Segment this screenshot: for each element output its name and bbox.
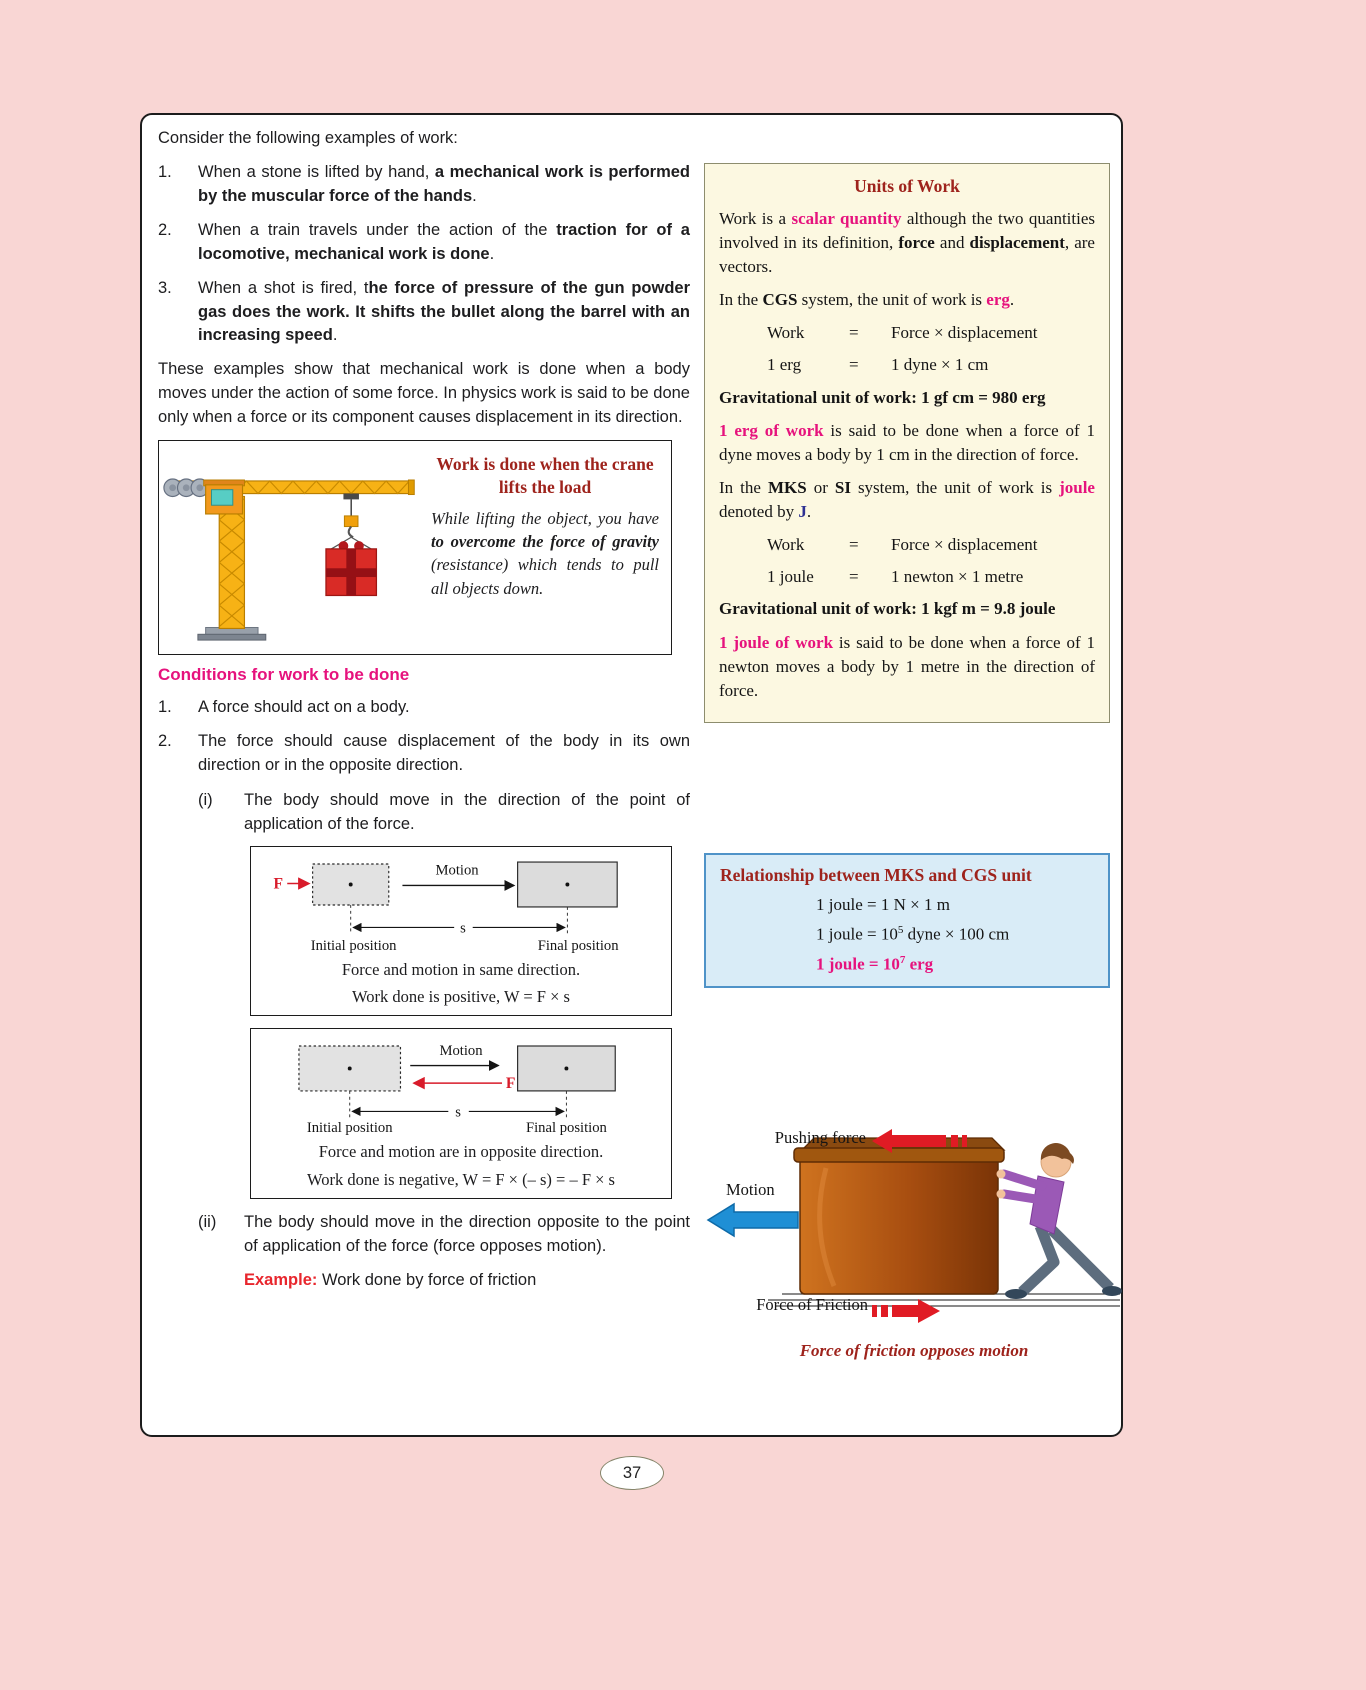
text-run: When a shot is fired, t <box>198 278 369 297</box>
crane-illustration <box>161 447 427 648</box>
text-run: system, the unit of work is <box>797 290 987 310</box>
equation-row <box>767 565 1095 589</box>
list-item-text: The body should move in the direction opposite to the point of application of the force (force opposes motion). <box>244 1212 690 1255</box>
equation-op: = <box>849 567 859 587</box>
left-column <box>158 127 690 1290</box>
example-item-2 <box>158 219 690 267</box>
diagram-opposite-drawing <box>256 1038 666 1136</box>
motion-label: Motion <box>439 1043 483 1060</box>
relationship-line-3 <box>816 954 1094 975</box>
units-of-work-box <box>704 163 1110 723</box>
list-number: 3. <box>158 278 172 297</box>
force-motion-diagram-same <box>250 846 672 1017</box>
gravitational-unit-mks: Gravitational unit of work: 1 kgf m = 9.8 joule <box>719 599 1056 619</box>
sub-condition-ii <box>198 1211 690 1259</box>
equation-lhs: 1 joule <box>767 567 814 587</box>
list-item-text: The force should cause displacement of the body in its own direction or in the opposite direction. <box>198 732 690 774</box>
text-run: scalar quantity <box>791 208 902 228</box>
list-item-text <box>198 219 690 267</box>
equation-lhs: 1 erg <box>767 355 802 375</box>
list-number: (ii) <box>198 1212 217 1231</box>
list-number: 2. <box>158 220 172 239</box>
equation-lhs: Work <box>767 323 805 343</box>
text-run: When a stone is lifted by hand, <box>198 162 435 181</box>
text-run: a mechanical work is performed by the muscular force of the hands <box>198 162 691 205</box>
crane-figure-caption <box>431 507 659 601</box>
text-run: (resistance) which tends to pull all objects down. <box>431 555 659 598</box>
crane-figure-text <box>427 447 661 648</box>
crane-figure <box>158 440 672 655</box>
text-run: 1 erg of work <box>719 420 824 440</box>
units-paragraph-1 <box>719 207 1095 279</box>
text-run: displacement <box>969 232 1065 252</box>
motion-label: Motion <box>435 862 479 879</box>
text-run: system, the unit of work is <box>850 477 1060 497</box>
relationship-line-2 <box>816 924 1094 945</box>
text-run: . <box>472 186 477 205</box>
example-item-3 <box>158 277 690 349</box>
intro-line: Consider the following examples of work: <box>158 129 458 147</box>
force-label: F <box>505 1075 516 1093</box>
text-run: In the <box>719 290 763 310</box>
relationship-box-title: Relationship between MKS and CGS unit <box>720 864 1032 885</box>
motion-arrow <box>708 1204 798 1236</box>
final-position-label: Final position <box>537 937 619 954</box>
text-run: J <box>798 502 807 522</box>
equation-row <box>767 353 1095 377</box>
equation-op: = <box>849 355 859 375</box>
force-motion-diagram-opposite <box>250 1028 672 1199</box>
equation-rhs: 1 newton × 1 metre <box>891 567 1024 587</box>
text-run: SI <box>834 477 851 497</box>
units-paragraph-5 <box>719 631 1095 703</box>
units-paragraph-3 <box>719 419 1095 467</box>
initial-position-label: Initial position <box>310 937 397 954</box>
text-run: , are vectors. <box>719 232 1095 277</box>
displacement-label: s <box>455 1104 461 1121</box>
text-run: erg <box>986 290 1010 310</box>
text-run: In the <box>719 477 768 497</box>
text-run: 5 <box>897 923 904 936</box>
condition-item-1 <box>158 696 690 720</box>
text-run: 7 <box>899 953 906 966</box>
summary-paragraph: These examples show that mechanical work is done when a body moves under the action of some force. In physics work is said to be done only when a force or its component causes displacement in its direction. <box>158 360 690 427</box>
diagram-caption: Force and motion are in opposite direction. <box>318 1142 604 1162</box>
text-run: . <box>489 244 495 263</box>
equation-rhs: Force × displacement <box>891 535 1038 555</box>
diagram-caption: Work done is positive, W = F × s <box>352 987 570 1007</box>
diagram-caption: Force and motion in same direction. <box>341 959 581 979</box>
example-item-1 <box>158 161 690 209</box>
list-number: 1. <box>158 162 172 181</box>
text-run: he force of pressure of the gun powder gas does the work. It shifts the bullet along the barrel with an increasing speed <box>198 278 690 345</box>
text-run: . <box>806 502 812 522</box>
equation-op: = <box>849 535 859 555</box>
list-item-text <box>198 277 690 349</box>
displacement-label: s <box>460 920 466 937</box>
text-run: traction for of a locomotive, mechanical work is done <box>198 220 690 263</box>
text-run: 1 joule of work <box>719 632 834 652</box>
text-run: 1 joule = 10 <box>816 924 898 944</box>
friction-label: Force of Friction <box>756 1295 868 1315</box>
pushing-force-label: Pushing force <box>774 1128 866 1148</box>
example-line <box>244 1271 690 1290</box>
text-run: or <box>806 477 835 497</box>
text-run: . <box>332 326 338 345</box>
text-run: . <box>1009 290 1015 310</box>
force-label: F <box>273 875 284 893</box>
diagram-same-drawing <box>256 856 666 954</box>
page-number-badge <box>600 1456 664 1490</box>
text-run: to overcome the force of gravity <box>431 532 659 552</box>
text-run: force <box>898 232 935 252</box>
gravitational-unit-cgs: Gravitational unit of work: 1 gf cm = 980 erg <box>719 387 1046 407</box>
text-run: erg <box>905 954 934 974</box>
boy-pushing <box>997 1143 1123 1299</box>
crane-drawing <box>161 447 423 643</box>
text-run: CGS <box>762 290 798 310</box>
final-position-label: Final position <box>525 1120 607 1137</box>
diagram-caption: Work done is negative, W = F × (– s) = – F × s <box>307 1169 615 1189</box>
list-number: 1. <box>158 698 172 717</box>
friction-figure <box>704 1124 1124 1361</box>
friction-figure-caption: Force of friction opposes motion <box>799 1341 1029 1361</box>
relationship-box <box>704 853 1110 988</box>
text-run: Work is a <box>719 208 792 228</box>
list-number: (i) <box>198 790 213 809</box>
condition-item-2 <box>158 730 690 778</box>
motion-label: Motion <box>726 1180 775 1200</box>
crane-figure-title: Work is done when the crane lifts the load <box>436 454 654 497</box>
list-item-text <box>198 161 690 209</box>
page-number: 37 <box>622 1463 642 1482</box>
units-paragraph-2 <box>719 288 1095 312</box>
equation-lhs: Work <box>767 535 805 555</box>
text-run: When a train travels under the action of the <box>198 220 557 239</box>
conditions-heading: Conditions for work to be done <box>158 665 410 685</box>
equation-rhs: Force × displacement <box>891 323 1038 343</box>
text-run: dyne × 100 cm <box>903 924 1010 944</box>
text-run: Work done by force of friction <box>317 1270 537 1289</box>
text-run: although the two quantities involved in its definition, <box>719 208 1095 252</box>
initial-position-label: Initial position <box>306 1120 393 1137</box>
units-paragraph-4 <box>719 476 1095 524</box>
text-run: 1 joule = 10 <box>816 954 900 974</box>
list-item-text: The body should move in the direction of the point of application of the force. <box>244 790 690 833</box>
text-run: is said to be done when a force of 1 newton moves a body by 1 metre in the direction of force. <box>719 632 1096 700</box>
equation-op: = <box>849 323 859 343</box>
friction-arrow <box>872 1299 940 1323</box>
equation-row <box>767 533 1095 557</box>
units-box-title: Units of Work <box>854 176 960 196</box>
text-run: joule <box>1059 477 1095 497</box>
relationship-line-1: 1 joule = 1 N × 1 m <box>816 894 950 914</box>
list-item-text: A force should act on a body. <box>198 698 410 717</box>
text-run: and <box>934 232 970 252</box>
equation-row <box>767 321 1095 345</box>
content-frame <box>140 113 1123 1437</box>
sub-condition-i <box>198 789 690 837</box>
text-run: While lifting the object, you have <box>431 508 659 528</box>
text-run: is said to be done when a force of 1 dyne moves a body by 1 cm in the direction of force. <box>719 420 1096 464</box>
right-column <box>704 163 1110 1361</box>
example-label: Example: <box>244 1270 318 1289</box>
equation-rhs: 1 dyne × 1 cm <box>891 355 989 375</box>
text-run: MKS <box>767 477 807 497</box>
text-run: denoted by <box>719 502 799 522</box>
list-number: 2. <box>158 732 172 751</box>
